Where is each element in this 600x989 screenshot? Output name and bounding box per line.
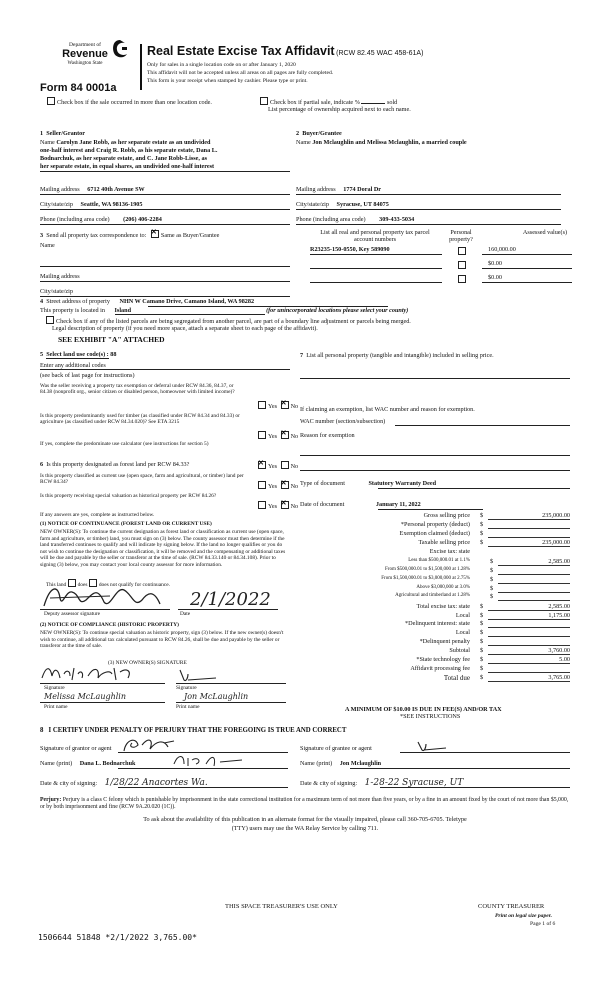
tax-row-currency: $	[480, 603, 484, 610]
seller-name-line-2: one-half interest and Craig R. Robb, as his separate estate, Dana L.	[40, 147, 218, 155]
tax-row	[330, 674, 570, 682]
seller-name-line-1	[40, 139, 290, 146]
located-value: Island	[115, 307, 265, 315]
section3-city-label: City/state/zip	[40, 288, 73, 295]
page-number: Page 1 of 6	[530, 921, 556, 927]
certify-row: 8 I CERTIFY UNDER PENALTY OF PERJURY THAT THE FOREGOING IS TRUE AND CORRECT	[40, 727, 347, 734]
tax-row-currency: $	[480, 539, 484, 546]
seller-mailing-value: 6712 40th Avenue SW	[87, 186, 145, 193]
doc-date-row	[300, 501, 421, 508]
timber-question: Is this property predominantly used for timber (as classified under RCW 84.34 and 84.33) or agriculture (as classified under RCW 84.34.020)? See ETA 3215	[40, 413, 240, 426]
tax-row-currency: $	[480, 656, 484, 663]
exemption-no-label: No	[290, 403, 299, 410]
tax-row-label: Gross selling price	[423, 512, 470, 519]
tax-row-label: Affidavit processing fee	[410, 665, 470, 672]
forest-no-label: No	[290, 463, 299, 470]
owner-signature-label-2: Signature	[176, 685, 197, 691]
grantee-date-city: 1-28-22 Syracuse, UT	[364, 778, 464, 788]
county-treasurer: COUNTY TREASURER	[478, 903, 545, 910]
seller-name-label: Name	[40, 139, 55, 146]
reason-label: Reason for exemption	[300, 432, 355, 439]
seller-name-value-1: Carolyn Jane Robb, as her separate estate as an undivided	[56, 139, 211, 146]
assessor-date: 2/1/2022	[190, 589, 271, 610]
partial-sale-checkbox[interactable]	[260, 97, 268, 105]
tax-row-label: *Delinquent interest: state	[405, 620, 470, 627]
seller-phone-row	[40, 216, 162, 223]
section4-located-row	[40, 307, 408, 315]
buyer-phone-value: 309-433-5034	[379, 216, 415, 223]
dept-line1: Department of	[69, 42, 101, 48]
tax-row	[330, 593, 570, 601]
forest-yes-checkbox[interactable]	[258, 461, 266, 469]
wa-seal-icon	[110, 38, 130, 60]
parcel-personal-checkbox-3[interactable]	[458, 275, 466, 283]
seller-name-line-4: her separate estate, in equal shares, an undivided one-half interest	[40, 163, 290, 171]
seller-phone-value: (206) 406-2284	[123, 216, 162, 223]
owner2-signature	[176, 666, 236, 684]
exemption-claim-text: If claiming an exemption, list WAC number and reason for exemption.	[300, 406, 475, 413]
this-land-label: This land	[46, 582, 67, 588]
notice1-text: NEW OWNER(S): To continue the current designation as forest land or classification as current use (open space, farm and agriculture, or timber) land, you must sign on (3) below. The county assessor must then determine if the land transferred continues to qualify and will indicate by signing below. If the land no longer qualifies or you do not wish to continue the designation or classification, it will be removed and the compensating or additional taxes will be due and payable by the seller or transferor at the time of sale. (RCW 84.33.140 or 84.34.108). Prior to signing (3) below, you may contact your local county assessor for more information.	[40, 529, 286, 568]
legal-description-note: Legal description of property (if you need more space, attach a separate sheet to each page of the affidavit).	[52, 325, 318, 332]
section3-mailing-label: Mailing address	[40, 273, 80, 280]
dept-line3: Washington State	[67, 60, 103, 66]
grantee-date-label: Date & city of signing:	[300, 780, 358, 787]
notice2-text: NEW OWNER(S): To continue special valuation as historic property, sign (3) below. If the new owner(s) doesn't wish to continue, all additional tax calculated pursuant to RCW 84.26, shall be due and payable by the seller or transferor at the time of sale.	[40, 630, 284, 650]
segregated-label: Check box if any of the listed parcels are being segregated from another parcel, are part of a boundary line adjustment or parcels being merged.	[56, 318, 411, 325]
parcel-header: List all real and personal property tax parcel account numbers	[320, 229, 430, 244]
tax-row	[330, 512, 570, 520]
forest-question-row: 6 Is this property designated as forest land per RCW 84.33?	[40, 461, 190, 468]
seller-heading-text: Seller/Grantor	[46, 130, 86, 137]
alt-format-line-2: (TTY) users may use the WA Relay Service by calling 711.	[231, 825, 379, 832]
seller-phone-label: Phone (including area code)	[40, 216, 110, 223]
header-note-1: Only for sales in a single location code on or after January 1, 2020	[147, 62, 296, 68]
section3-row: 3 Send all property tax correspondence to: ✕ Same as Buyer/Grantee	[40, 230, 219, 239]
timber-no-checkbox[interactable]	[281, 431, 289, 439]
historic-yes-label: Yes	[268, 503, 278, 510]
parcel-row-2	[310, 260, 572, 270]
list-percentage-note: List percentage of ownership acquired next to each name.	[268, 106, 411, 113]
buyer-phone-label: Phone (including area code)	[296, 216, 366, 223]
current-use-yes-label: Yes	[268, 483, 278, 490]
grantor-sig-label: Signature of grantor or agent	[40, 745, 112, 752]
current-use-yes-no[interactable]	[258, 481, 298, 490]
header-note-2: This affidavit will not be accepted unless all areas on all pages are fully completed.	[147, 70, 334, 76]
timber-yes-no[interactable]	[258, 431, 298, 440]
owner1-signature	[40, 664, 140, 684]
tax-row-label: *State technology fee	[416, 656, 470, 663]
land-use-label: Select land use code(s) :	[46, 351, 109, 358]
grantor-name-row	[40, 760, 135, 767]
same-as-buyer-label: Same as Buyer/Grantee	[160, 232, 220, 239]
multi-location-label: Check box if the sale occurred in more than one location code.	[57, 99, 212, 106]
timber-yes-checkbox[interactable]	[258, 431, 266, 439]
owner-print-label-1: Print name	[44, 704, 68, 710]
tax-row-label: Total excise tax: state	[416, 603, 470, 610]
buyer-name-label: Name	[296, 139, 311, 146]
forest-yes-no[interactable]	[258, 461, 298, 470]
perjury-block	[40, 797, 570, 811]
tax-row-currency: $	[480, 638, 484, 645]
doc-date-label: Date of document	[300, 501, 345, 508]
buyer-city-value: Syracuse, UT 84075	[336, 201, 389, 208]
see-back-note: (see back of last page for instructions)	[40, 372, 135, 379]
parcel-row-1	[310, 246, 572, 256]
tax-row-label: From $1,500,000.01 to $3,000,000 at 2.75%	[381, 576, 470, 581]
seller-name-line-3: Bodnarchuk, as her separate estate, and C. Jane Robb-Lisse, as	[40, 155, 208, 163]
tax-row-label: Total due	[443, 674, 470, 682]
owner1-print-name: Melissa McLaughlin	[44, 692, 127, 701]
land-use-code: 88	[110, 351, 117, 358]
tax-row-currency: $	[480, 612, 484, 619]
owner-signature-label-1: Signature	[44, 685, 65, 691]
form-title	[147, 44, 423, 58]
land-does-label: does	[77, 582, 88, 588]
seller-mailing-row	[40, 186, 145, 193]
tax-row-value: 3,765.00	[548, 674, 570, 681]
form-number: Form 84 0001a	[40, 82, 117, 94]
tax-row	[330, 567, 570, 575]
tax-row-label: Local	[455, 629, 470, 636]
personal-property-text: List all personal property (tangible and intangible) included in selling price.	[306, 352, 494, 359]
tax-row	[330, 647, 570, 655]
notice1-title: (1) NOTICE OF CONTINUANCE (FOREST LAND OR CURRENT USE)	[40, 521, 212, 527]
doc-type-row	[300, 480, 436, 487]
grantee-sig-label: Signature of grantee or agent	[300, 745, 372, 752]
tax-row-currency: $	[480, 674, 484, 681]
tax-row-currency: $	[480, 512, 484, 519]
section4-street-row: 4 Street address of property NHN W Camano Drive, Camano Island, WA 98282	[40, 298, 255, 305]
tax-row	[330, 530, 570, 538]
alt-format-line-1: To ask about the availability of this publication in an alternate format for the visually impaired, please call 360-705-6705. Teletype	[143, 816, 467, 823]
seller-name-block	[40, 139, 290, 172]
partial-sale-label: Check box if partial sale, indicate %	[270, 99, 360, 106]
dept-line2: Revenue	[62, 48, 108, 61]
header-divider	[140, 44, 142, 90]
tax-row-currency: $	[480, 629, 484, 636]
perjury-label: Perjury:	[40, 797, 62, 803]
exemption-yes-no[interactable]	[258, 401, 298, 410]
tax-row	[330, 665, 570, 673]
notice2-title: (2) NOTICE OF COMPLIANCE (HISTORIC PROPERTY)	[40, 622, 179, 628]
tax-row-label: From $500,000.01 to $1,500,000 at 1.28%	[385, 567, 470, 572]
tax-row-currency: $	[490, 576, 494, 583]
timber-calculator-note: If yes, complete the predominate use calculator (see instructions for section 5)	[40, 441, 209, 447]
personal-header: Personal property?	[449, 229, 473, 244]
assessed-header: Assessed value(s)	[522, 229, 568, 236]
doc-type-label: Type of document	[300, 480, 345, 487]
tax-row-label: Local	[455, 612, 470, 619]
tax-row-currency: $	[490, 558, 494, 565]
if-any-note: If any answers are yes, complete as instructed below.	[40, 512, 155, 518]
tax-row	[330, 539, 570, 547]
buyer-mailing-row	[296, 186, 381, 193]
tax-row-value: 235,000.00	[542, 512, 570, 519]
buyer-heading-text: Buyer/Grantee	[302, 130, 342, 137]
timber-no-label: No	[290, 433, 299, 440]
form-title-ref: (RCW 82.45 WAC 458-61A)	[336, 50, 424, 57]
header-note-3: This form is your receipt when stamped by cashier. Please type or print.	[147, 78, 308, 84]
tax-row-label: Exemption claimed (deduct)	[399, 530, 470, 537]
tax-row-value: 2,585.00	[548, 558, 570, 565]
partial-sale-check[interactable]	[260, 97, 397, 106]
unincorp-note: (for unincorporated locations please select your county)	[266, 307, 409, 314]
seller-heading: 1 Seller/Grantor	[40, 130, 86, 137]
tax-row-label: Taxable selling price	[418, 539, 470, 546]
minimum-fee-note: A MINIMUM OF $10.00 IS DUE IN FEE(S) AND/OR TAX	[345, 706, 502, 713]
buyer-city-row	[296, 201, 389, 208]
current-use-question: Is this property classified as current use (open space, farm and agricultural, or timber) land per RCW 84.34?	[40, 473, 244, 486]
parcel-value-3: $0.00	[488, 274, 502, 281]
grantor-date-label: Date & city of signing:	[40, 780, 98, 787]
owner-print-label-2: Print name	[176, 704, 200, 710]
exhibit-note: SEE EXHIBIT "A" ATTACHED	[58, 335, 165, 344]
tax-row-label: Subtotal	[449, 647, 470, 654]
tax-row	[330, 620, 570, 628]
additional-codes-label: Enter any additional codes	[40, 362, 106, 369]
current-use-no-label: No	[290, 483, 299, 490]
sold-label: sold	[386, 99, 398, 106]
tax-row-currency: $	[480, 665, 484, 672]
current-use-no-checkbox[interactable]	[281, 481, 289, 489]
tax-row-value: 235,000.00	[542, 539, 570, 546]
assessor-date-label: Date	[180, 611, 191, 617]
tax-row-currency: $	[490, 567, 494, 574]
tax-row-label: *Personal property (deduct)	[400, 521, 470, 528]
grantee-name-row	[300, 760, 381, 767]
section3-name-label: Name	[40, 242, 55, 249]
parcel-value-1: 160,000.00	[488, 246, 516, 253]
historic-yes-no[interactable]	[258, 501, 298, 510]
tax-row	[330, 548, 570, 556]
tax-row-value: 5.00	[559, 656, 570, 663]
doc-date-value: January 11, 2022	[375, 501, 421, 508]
section5-land-use-row: 5 Select land use code(s) : 88	[40, 351, 117, 358]
tax-row	[330, 656, 570, 664]
seller-city-label: City/state/zip	[40, 201, 73, 208]
forest-yes-label: Yes	[268, 463, 278, 470]
wac-label: WAC number (section/subsection)	[300, 418, 386, 425]
tax-row-value: 3,760.00	[548, 647, 570, 654]
segregated-checkbox[interactable]	[46, 316, 54, 324]
current-use-yes-checkbox[interactable]	[258, 481, 266, 489]
tax-row	[330, 603, 570, 611]
buyer-phone-row	[296, 216, 414, 223]
parcel-personal-checkbox-2[interactable]	[458, 261, 466, 269]
perjury-text: Perjury is a class C felony which is punishable by imprisonment in the state correctional institution for a maximum term of not more than five years, or by a fine in an amount fixed by the court of not more than $5,000, or by both imprisonment and fine (RCW 9A.20.020 (1C)).	[40, 797, 569, 811]
tax-row-currency: $	[480, 620, 484, 627]
tax-row-label: *Delinquent penalty	[419, 638, 470, 645]
forest-no-checkbox[interactable]	[281, 461, 289, 469]
tax-row-label: Excise tax: state	[429, 548, 470, 555]
tax-row-value: 1,175.00	[548, 612, 570, 619]
segregated-check[interactable]	[46, 316, 411, 325]
parcel-personal-checkbox-1[interactable]	[458, 247, 466, 255]
exemption-no-checkbox[interactable]	[281, 401, 289, 409]
see-instructions-note: *SEE INSTRUCTIONS	[400, 713, 461, 720]
seller-city-row	[40, 201, 142, 208]
tax-row	[330, 521, 570, 529]
grantor-date-city: 1/28/22 Anacortes Wa.	[104, 778, 208, 788]
multi-location-check[interactable]	[47, 97, 212, 106]
tax-row-label: Above $3,000,000 at 3.0%	[416, 585, 470, 590]
land-does-not-label: does not qualify for continuance.	[98, 582, 170, 588]
tax-row	[330, 585, 570, 593]
tax-row	[330, 612, 570, 620]
revenue-logo	[40, 42, 130, 67]
doc-type-value: Statutory Warranty Deed	[368, 480, 437, 487]
located-label: This property is located in	[40, 307, 105, 314]
tax-row-currency: $	[490, 585, 494, 592]
section3-text: Send all property tax correspondence to:	[46, 232, 147, 239]
tax-row-label: Agricultural and timberland at 1.28%	[395, 593, 470, 598]
new-owner-sig-heading: (3) NEW OWNER(S) SIGNATURE	[108, 660, 187, 666]
timber-yes-label: Yes	[268, 433, 278, 440]
seller-city-value: Seattle, WA 98136-1905	[80, 201, 143, 208]
same-as-buyer-checkbox[interactable]	[151, 230, 159, 238]
buyer-mailing-value: 1774 Doral Dr	[343, 186, 382, 193]
grantor-name-value: Dana L. Bodnarchuk	[79, 760, 136, 767]
historic-no-label: No	[290, 503, 299, 510]
grantor-print-scrawl	[172, 752, 252, 768]
historic-question: Is this property receiving special valuation as historical property per RCW 84.26?	[40, 493, 217, 499]
certify-text: I CERTIFY UNDER PENALTY OF PERJURY THAT THE FOREGOING IS TRUE AND CORRECT	[48, 727, 347, 734]
tax-row	[330, 629, 570, 637]
tax-row	[330, 638, 570, 646]
deputy-sig-label: Deputy assessor signature	[44, 611, 100, 617]
tax-row-currency: $	[480, 530, 484, 537]
legal-paper-note: Print on legal size paper.	[495, 913, 553, 919]
seller-mailing-label: Mailing address	[40, 186, 80, 193]
treasurer-use: THIS SPACE TREASURER'S USE ONLY	[225, 903, 338, 910]
tax-row-value: 2,585.00	[548, 603, 570, 610]
tax-row-currency: $	[480, 521, 484, 528]
tax-row-currency: $	[480, 647, 484, 654]
exemption-question: Was the seller receiving a property tax exemption or deferral under RCW 84.36, 84.37, or 84.38 (nonprofit org., senior citizen or disabled person, homeowner with limited income)?	[40, 383, 235, 396]
buyer-name-value: Jon Mclaughlin and Melissa Mclaughlin, a married couple	[312, 139, 467, 146]
exemption-yes-label: Yes	[268, 403, 278, 410]
form-title-text: Real Estate Excise Tax Affidavit	[147, 44, 335, 58]
recording-stamp: 1506644 51848 *2/1/2022 3,765.00*	[38, 933, 197, 942]
buyer-name-row	[296, 139, 561, 146]
grantee-name-label: Name (print)	[300, 760, 333, 767]
tax-row	[330, 576, 570, 584]
buyer-city-label: City/state/zip	[296, 201, 329, 208]
multi-location-checkbox[interactable]	[47, 97, 55, 105]
forest-question: Is this property designated as forest land per RCW 84.33?	[46, 461, 190, 468]
tax-row	[330, 558, 570, 566]
street-label: Street address of property	[46, 298, 110, 305]
historic-no-checkbox[interactable]	[281, 501, 289, 509]
owner2-print-name: Jon McLaughlin	[184, 692, 249, 701]
grantor-name-label: Name (print)	[40, 760, 73, 767]
buyer-heading: 2 Buyer/Grantee	[296, 130, 342, 137]
section7-text-row: 7 List all personal property (tangible and intangible) included in selling price.	[300, 352, 494, 359]
parcel-value-2: $0.00	[488, 260, 502, 267]
tax-row-label: Less than $500,000.01 at 1.1%	[408, 558, 470, 563]
grantee-name-value: Jon Mclaughlin	[339, 760, 382, 767]
street-value: NHN W Camano Drive, Camano Island, WA 98282	[119, 298, 255, 305]
tax-row-currency: $	[490, 593, 494, 600]
parcel-number-1: R23235-150-0550, Key 589090	[310, 246, 390, 253]
parcel-row-3	[310, 274, 572, 284]
exemption-yes-checkbox[interactable]	[258, 401, 266, 409]
buyer-mailing-label: Mailing address	[296, 186, 336, 193]
historic-yes-checkbox[interactable]	[258, 501, 266, 509]
